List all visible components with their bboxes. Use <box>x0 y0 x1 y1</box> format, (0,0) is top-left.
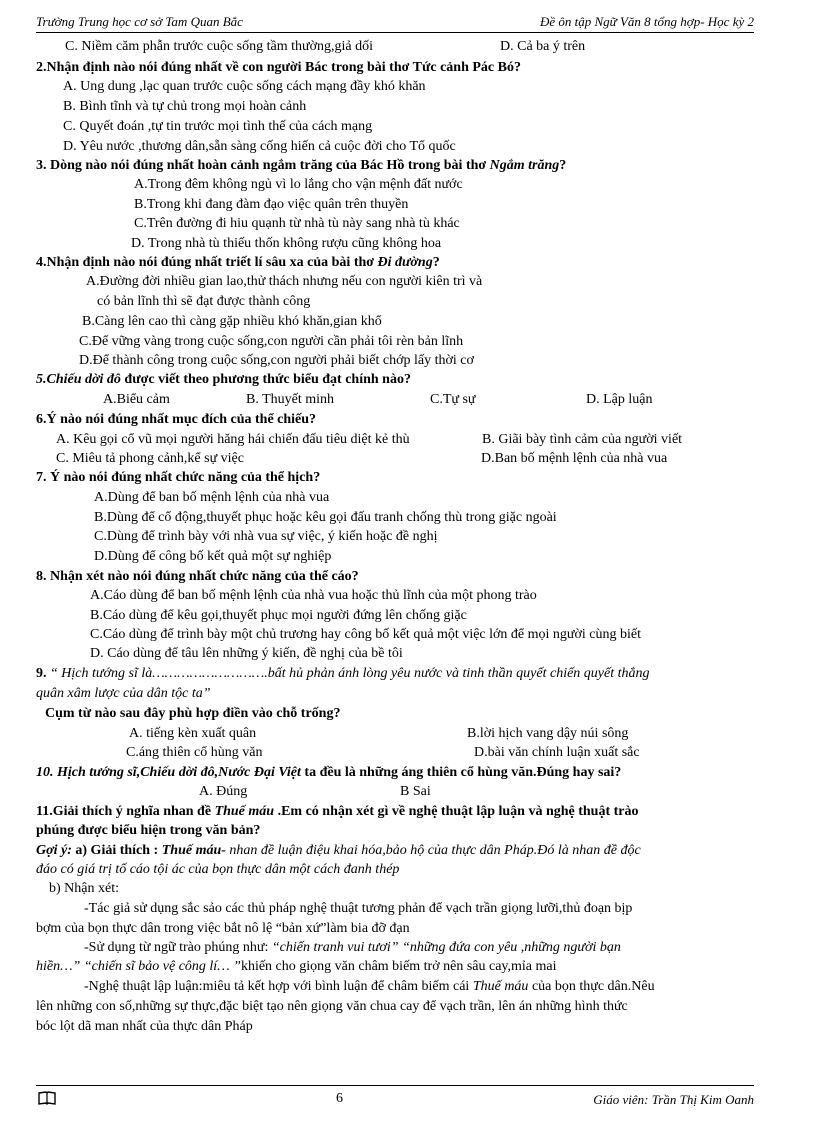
paragraph-text: khiến cho giọng văn châm biếm trở nên sâu cay,mỉa mai <box>240 959 557 974</box>
option-line <box>82 313 382 331</box>
option-text: A. tiếng kèn xuất quân <box>129 726 257 741</box>
paragraph-text: của bọn thực dân.Nêu <box>528 979 655 994</box>
question-line <box>36 59 521 77</box>
question-line <box>36 371 411 389</box>
question-text: quân xâm lược của dân tộc ta” <box>36 686 211 701</box>
option-text: A.Trong đêm không ngủ vì lo lắng cho vận mệnh đất nước <box>134 177 463 192</box>
work-title: Thuế máu <box>472 979 529 994</box>
option-line <box>586 391 652 409</box>
question-text: 11.Giải thích ý nghĩa nhan đề <box>36 804 215 819</box>
option-text: A.Biểu cảm <box>103 392 170 407</box>
option-line <box>134 215 460 233</box>
paragraph-line <box>36 1018 253 1036</box>
question-mark: ? <box>559 158 567 173</box>
option-text: A. Kêu gọi cổ vũ mọi người hăng hái chiến đấu tiêu diệt kẻ thù <box>56 432 410 447</box>
paragraph-line <box>36 998 628 1016</box>
footer-teacher: Giáo viên: Trần Thị Kim Oanh <box>593 1092 754 1107</box>
option-text: A.Dùng để ban bố mệnh lệnh của nhà vua <box>94 490 330 505</box>
option-line <box>94 509 557 527</box>
poem-title: Đi đường <box>377 255 433 270</box>
option-text: C. Quyết đoán ,tự tin trước mọi tình thế của cách mạng <box>63 119 373 134</box>
option-line <box>467 725 628 743</box>
option-text: C.Tự sự <box>430 392 476 407</box>
option-line <box>500 38 585 56</box>
paragraph-text: -Tác giả sử dụng sắc sảo các thủ pháp nghệ thuật tương phản để vạch trần giọng lưỡi,thủ đoạn bịp <box>84 901 633 916</box>
question-text: ta đều là những áng thiên cổ hùng văn.Đúng hay sai? <box>300 765 622 780</box>
option-text: C.Cáo dùng để trình bày một chủ trương hay công bố kết quả một việc lớn để mọi người cùng biết <box>90 627 642 642</box>
paragraph-line <box>36 958 557 976</box>
paragraph-line <box>36 920 410 938</box>
option-line <box>97 293 310 311</box>
option-line <box>481 450 667 468</box>
question-text: 3. Dòng nào nói đúng nhất hoàn cảnh ngắm trăng của Bác Hồ trong bài thơ <box>36 158 490 173</box>
work-title: 10. Hịch tướng sĩ,Chiếu dời đô,Nước Đại Việt <box>36 765 301 780</box>
question-text: “ Hịch tướng sĩ là……………………….bất hủ phản ánh lòng yêu nước và tinh thần quyết chiến quyết thắng <box>46 666 650 681</box>
hint-label: Gợi ý: <box>36 843 72 858</box>
option-line <box>65 38 373 56</box>
work-title: 5.Chiếu dời đô <box>36 372 121 387</box>
option-line <box>134 176 463 194</box>
question-line <box>36 157 566 175</box>
option-text: A. Đúng <box>199 784 248 799</box>
question-line <box>36 764 621 782</box>
option-text: D. Cả ba ý trên <box>500 39 586 54</box>
option-text: C. Miêu tả phong cảnh,kể sự việc <box>56 451 244 466</box>
option-line <box>199 783 247 801</box>
question-line <box>36 803 639 821</box>
option-text: C.Để vững vàng trong cuộc sống,con người cần phải tôi rèn bản lĩnh <box>79 334 464 349</box>
option-text: B.Càng lên cao thì càng gặp nhiều khó khăn,gian khổ <box>82 314 382 329</box>
option-line <box>103 391 170 409</box>
paragraph-text: -Nghệ thuật lập luận:miêu tả kết hợp với bình luận để châm biếm cái <box>84 979 473 994</box>
option-text: D.Ban bố mệnh lệnh của nhà vua <box>481 451 668 466</box>
option-text: B. Bình tĩnh và tự chủ trong mọi hoàn cảnh <box>63 99 307 114</box>
hint-text: đáo có giá trị tố cáo tội ác của bọn thực dân một cách đanh thép <box>36 862 400 877</box>
question-line <box>36 469 320 487</box>
option-text: C.Dùng để trình bày với nhà vua sự việc, ý kiến hoặc đề nghị <box>94 529 438 544</box>
question-number: 9. <box>36 666 47 681</box>
question-text: 6.Ý nào nói đúng nhất mục đích của thể chiếu? <box>36 412 317 427</box>
option-line <box>63 98 306 116</box>
hint-heading: a) Giải thích : <box>71 843 159 858</box>
option-text: D. Yêu nước ,thương dân,sẵn sàng cống hiến cả cuộc đời cho Tổ quốc <box>63 139 456 154</box>
option-line <box>63 78 426 96</box>
paragraph-text: bóc lột dã man nhất của thực dân Pháp <box>36 1019 253 1034</box>
question-text: .Em có nhận xét gì về nghệ thuật lập luận và nghệ thuật trào <box>274 804 639 819</box>
option-line <box>94 489 329 507</box>
option-line <box>86 273 482 291</box>
paragraph-line <box>84 939 621 957</box>
paragraph-line <box>84 978 655 996</box>
option-text: B.Trong khi đang đàm đạo việc quân trên thuyền <box>134 197 409 212</box>
quoted-text: “chiến tranh vui tươi” “những đứa con yêu ,những người bạn <box>271 940 621 955</box>
option-line <box>63 138 456 156</box>
option-text: B.lời hịch vang dậy núi sông <box>467 726 629 741</box>
hint-line <box>36 842 641 860</box>
book-icon <box>38 1091 56 1110</box>
option-line <box>94 548 331 566</box>
option-line <box>129 725 256 743</box>
option-text: B.Dùng để cổ động,thuyết phục hoặc kêu gọi đấu tranh chống thù trong giặc ngoài <box>94 510 557 525</box>
option-text: B.Cáo dùng để kêu gọi,thuyết phục mọi người đứng lên chống giặc <box>90 608 467 623</box>
option-line <box>131 235 441 253</box>
option-text: có bản lĩnh thì sẽ đạt được thành công <box>97 294 311 309</box>
quoted-text: hiền…” “chiến sĩ bảo vệ công lí… ” <box>36 959 241 974</box>
option-text: C.Trên đường đi hiu quạnh từ nhà tù này sang nhà tù khác <box>134 216 460 231</box>
paragraph-text: bợm của bọn thực dân trong việc bắt nô lệ “bản xứ”làm bia đỡ đạn <box>36 921 410 936</box>
option-line <box>90 645 403 663</box>
option-text: D. Cáo dùng để tâu lên những ý kiến, đề nghị của bề tôi <box>90 646 403 661</box>
option-line <box>90 626 641 644</box>
question-text: 8. Nhận xét nào nói đúng nhất chức năng của thể cáo? <box>36 569 359 584</box>
option-line <box>126 744 262 762</box>
option-line <box>56 431 410 449</box>
option-text: A.Cáo dùng để ban bố mệnh lệnh của nhà vua hoặc thủ lĩnh của một phong trào <box>90 588 537 603</box>
option-text: B Sai <box>400 784 431 799</box>
option-text: A. Ung dung ,lạc quan trước cuộc sống cách mạng đầy khó khăn <box>63 79 426 94</box>
hint-text: nhan đề luận điệu khai hóa,bảo hộ của thực dân Pháp.Đó là nhan đề độc <box>225 843 641 858</box>
work-title: Thuế máu <box>214 804 275 819</box>
option-line <box>63 118 372 136</box>
option-text: D.bài văn chính luận xuất sắc <box>474 745 640 760</box>
hint-line <box>36 861 399 879</box>
option-line <box>482 431 682 449</box>
option-text: D. Trong nhà tù thiếu thốn không rượu cũng không hoa <box>131 236 442 251</box>
option-text: C. Niềm căm phẫn trước cuộc sống tầm thường,giả dối <box>65 39 373 54</box>
paragraph-text: lên những con số,những sự thực,đặc biệt tạo nên giọng văn chua cay để vạch trần, lên án những hình thức <box>36 999 628 1014</box>
option-line <box>79 333 463 351</box>
option-text: B. Giãi bày tình cảm của người viết <box>482 432 683 447</box>
option-line <box>56 450 244 468</box>
page-header <box>36 12 754 33</box>
question-text: Cụm từ nào sau đây phù hợp điền vào chỗ trống? <box>45 706 341 721</box>
option-line <box>430 391 476 409</box>
question-line <box>36 254 440 272</box>
option-line <box>246 391 334 409</box>
question-line <box>36 411 316 429</box>
header-school: Trường Trung học cơ sở Tam Quan Bắc <box>36 14 243 29</box>
question-line <box>36 568 359 586</box>
paragraph-line <box>84 900 632 918</box>
work-title: Thuế máu- <box>158 843 226 858</box>
option-line <box>90 607 467 625</box>
option-text: D. Lập luận <box>586 392 653 407</box>
question-text: được viết theo phương thức biểu đạt chính nào? <box>120 372 411 387</box>
option-text: D.Để thành công trong cuộc sống,con người phải biết chớp lấy thời cơ <box>79 353 474 368</box>
option-text: A.Đường đời nhiều gian lao,thử thách nhưng nếu con người kiên trì và <box>86 274 483 289</box>
question-mark: ? <box>432 255 440 270</box>
page-number: 6 <box>336 1091 343 1106</box>
option-line <box>79 352 474 370</box>
question-line <box>45 705 340 723</box>
question-text: 2.Nhận định nào nói đúng nhất về con người Bác trong bài thơ Tức cảnh Pác Bó? <box>36 60 521 75</box>
poem-title: Ngắm trăng <box>489 158 560 173</box>
hint-line <box>49 880 119 898</box>
paragraph-text: -Sử dụng từ ngữ trào phúng như: <box>84 940 272 955</box>
option-text: B. Thuyết minh <box>246 392 335 407</box>
question-line <box>36 685 211 703</box>
page-footer <box>36 1085 754 1108</box>
option-text: C.áng thiên cổ hùng văn <box>126 745 263 760</box>
option-text: D.Dùng để công bố kết quả một sự nghiệp <box>94 549 332 564</box>
option-line <box>400 783 431 801</box>
question-text: 7. Ý nào nói đúng nhất chức năng của thể hịch? <box>36 470 321 485</box>
option-line <box>134 196 408 214</box>
header-title: Đề ôn tập Ngữ Văn 8 tổng hợp- Học kỳ 2 <box>539 14 754 29</box>
question-text: phúng được biểu hiện trong văn bản? <box>36 823 261 838</box>
question-text: 4.Nhận định nào nói đúng nhất triết lí sâu xa của bài thơ <box>36 255 378 270</box>
question-line <box>36 665 650 683</box>
hint-heading: b) Nhận xét: <box>49 881 119 896</box>
question-line <box>36 822 260 840</box>
option-line <box>94 528 438 546</box>
option-line <box>90 587 537 605</box>
option-line <box>474 744 640 762</box>
